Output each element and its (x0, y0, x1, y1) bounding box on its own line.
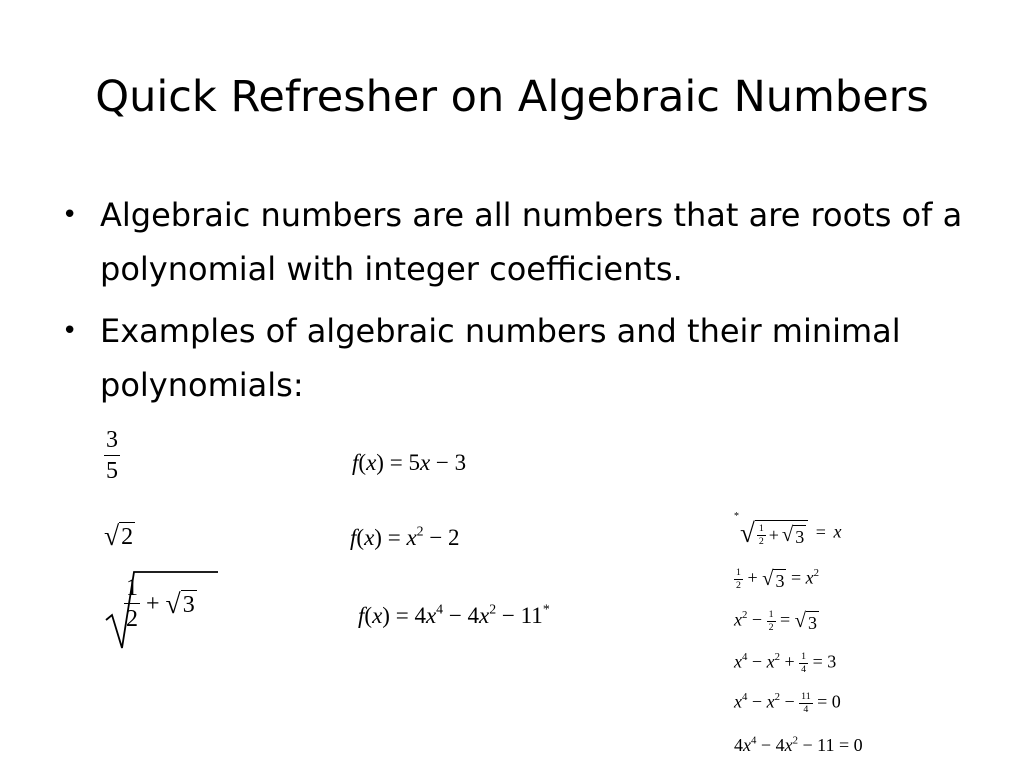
bullet-item (62, 304, 992, 412)
denominator: 5 (106, 458, 118, 484)
derivation-step-4: $x^4 - x^2$ + $\frac{1}{4}$ = 3 (734, 650, 837, 675)
derivation-asterisk: * (734, 511, 739, 522)
bullet-text: Examples of algebraic numbers and their minimal polynomials: (100, 312, 901, 404)
bullet-dot-icon: • (62, 200, 78, 230)
slide-title: Quick Refresher on Algebraic Numbers (95, 72, 929, 122)
minimal-polynomial-2: $f(x) = x^2 - 2$ (350, 523, 460, 550)
bullet-dot-icon: • (62, 316, 78, 346)
derivation-step-1: √ $\frac{1}{2}$ + √ 3 = x (740, 518, 842, 548)
derivation-step-6: $4x^4 - 4x^2 - 11 = 0$ (734, 734, 863, 755)
minimal-polynomial-1: f(x) = 5x − 3 (352, 450, 467, 475)
minimal-polynomial-3: $f(x) = 4x^4 - 4x^2 - 11^*$ (358, 601, 550, 628)
bullet-item (62, 188, 992, 296)
bullet-list (62, 188, 992, 420)
example-number-fraction (104, 428, 120, 483)
derivation-step-5: $x^4 - x^2$ − $\frac{11}{4}$ = 0 (734, 690, 841, 715)
example-number-nested-root: $\frac{1}{2}$ + √ 3 (126, 575, 195, 632)
numerator: 3 (106, 427, 118, 453)
example-number-root2: √ 2 (104, 520, 134, 551)
derivation-step-2: $\frac{1}{2}$ + √ 3 = $x^2$ (736, 566, 820, 591)
bullet-text: Algebraic numbers are all numbers that are roots of a polynomial with integer coefficients. (100, 196, 963, 288)
derivation-step-3: $x^2$ − $\frac{1}{2}$ = √ 3 (734, 608, 818, 633)
